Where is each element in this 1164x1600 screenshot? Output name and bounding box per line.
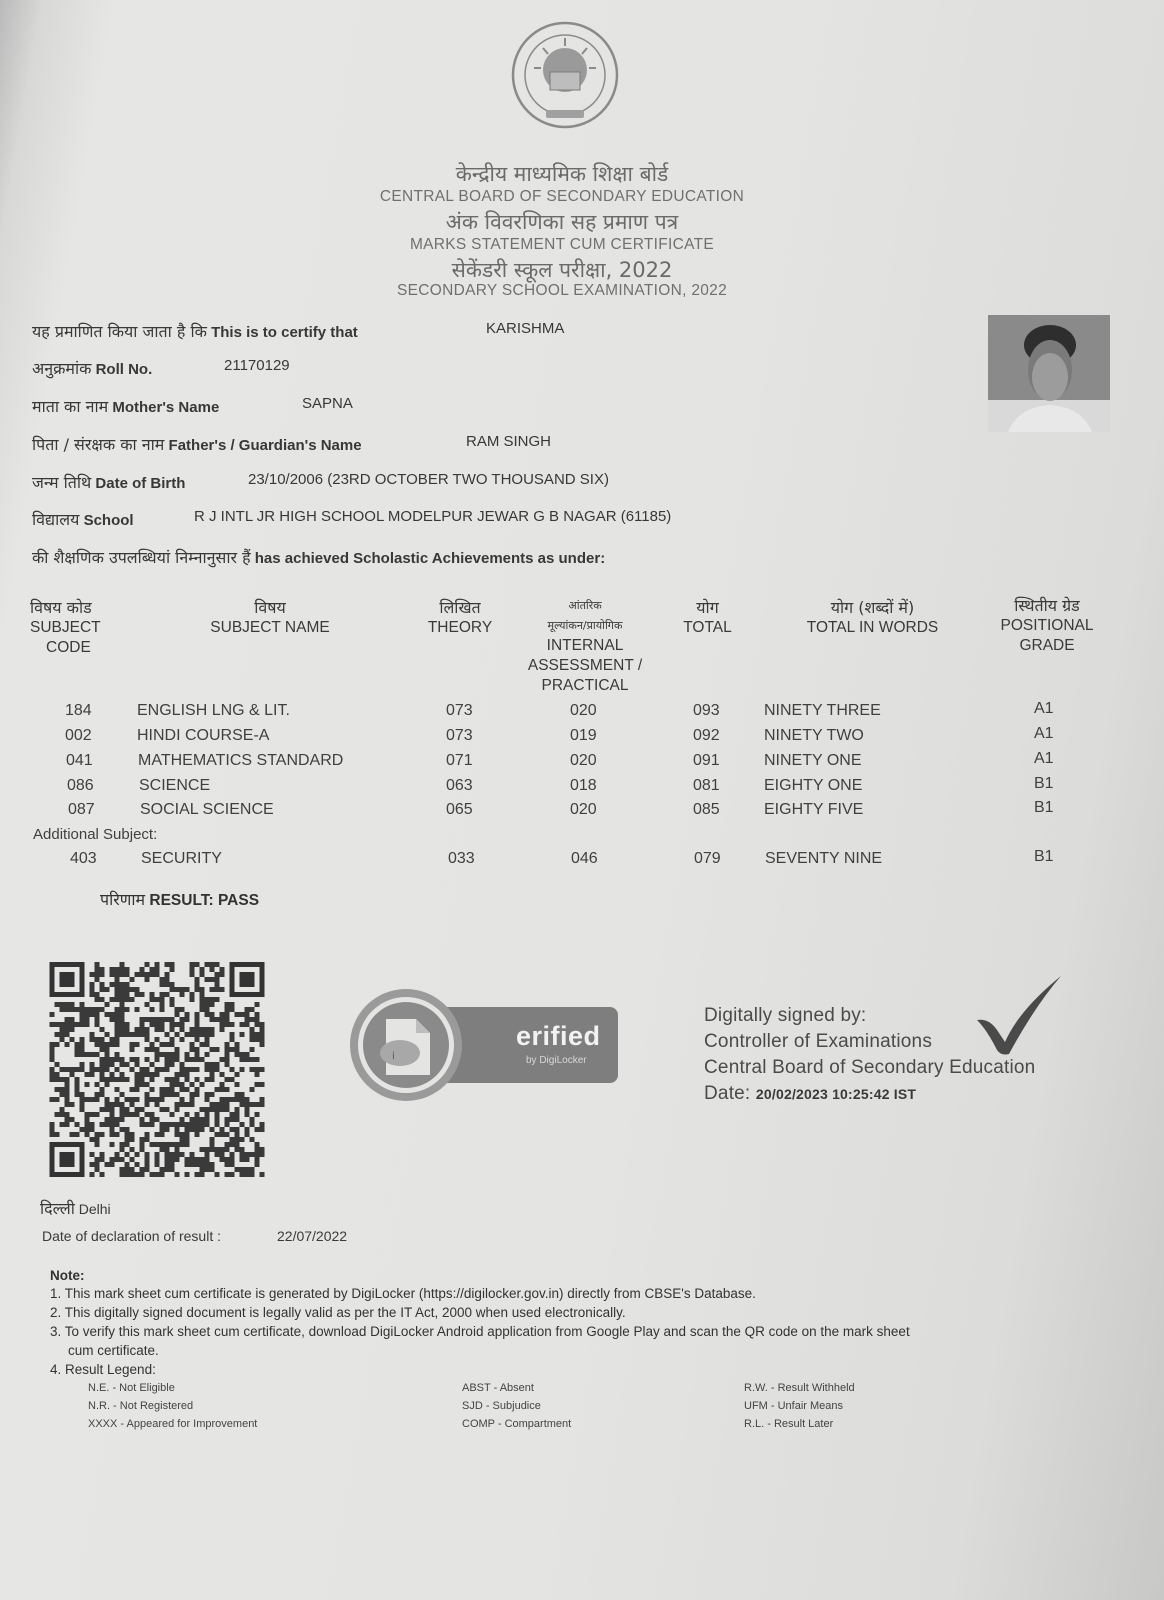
roll-label: Roll No. <box>95 361 153 378</box>
header-total-words <box>785 598 960 638</box>
document-title-hindi: अंक विवरणिका सह प्रमाण पत्र <box>445 210 679 234</box>
row-internal: 046 <box>571 850 598 867</box>
note-item: cum certificate. <box>68 1343 159 1358</box>
row-total-words: NINETY THREE <box>764 702 881 719</box>
signature-date-label: Date: <box>704 1083 751 1104</box>
row-theory: 063 <box>446 777 473 794</box>
header-subject-code <box>30 598 122 658</box>
header-theory-hindi: लिखित <box>439 598 481 617</box>
header-positional-grade <box>982 596 1112 656</box>
row-total: 093 <box>693 702 720 719</box>
row-internal: 020 <box>570 702 597 719</box>
exam-title-english: SECONDARY SCHOOL EXAMINATION, 2022 <box>396 282 728 299</box>
header-grade-line2: GRADE <box>1019 637 1075 654</box>
row-theory: 073 <box>446 702 473 719</box>
document-title-english: MARKS STATEMENT CUM CERTIFICATE <box>409 236 715 253</box>
board-name-hindi: केन्द्रीय माध्यमिक शिक्षा बोर्ड <box>455 162 669 186</box>
legend-item: UFM - Unfair Means <box>744 1400 844 1412</box>
row-total: 081 <box>693 777 720 794</box>
signer-title: Controller of Examinations <box>704 1031 933 1052</box>
row-subject-name: SECURITY <box>141 850 222 867</box>
declaration-label: Date of declaration of result : <box>42 1228 221 1244</box>
svg-text:i: i <box>392 1051 395 1062</box>
dob-row <box>32 471 609 493</box>
verified-subtext: by DigiLocker <box>526 1055 587 1066</box>
roll-number: 21170129 <box>224 357 290 374</box>
signed-by-line: Digitally signed by: <box>704 1005 867 1026</box>
header-name-hindi: विषय <box>254 598 286 617</box>
row-code: 087 <box>68 801 95 818</box>
header-theory-english: THEORY <box>427 619 493 636</box>
father-row <box>32 433 552 455</box>
row-total: 092 <box>693 727 720 744</box>
signature-date-row <box>704 1083 916 1105</box>
row-subject-name: SOCIAL SCIENCE <box>140 801 274 818</box>
signature-valid-check-icon <box>975 972 1065 1057</box>
row-total-words: NINETY TWO <box>764 727 864 744</box>
row-subject-name: MATHEMATICS STANDARD <box>138 752 344 769</box>
certify-label-hindi: यह प्रमाणित किया जाता है कि <box>32 322 207 341</box>
result-line <box>100 888 259 910</box>
candidate-photo-image <box>988 315 1110 432</box>
board-name-english: CENTRAL BOARD OF SECONDARY EDUCATION <box>379 188 745 205</box>
legend-item: N.E. - Not Eligible <box>88 1382 175 1394</box>
legend-item: N.R. - Not Registered <box>88 1400 194 1412</box>
school-label: School <box>83 512 134 529</box>
row-total: 079 <box>694 850 721 867</box>
legend-item: XXXX - Appeared for Improvement <box>88 1418 258 1430</box>
header-total-english: TOTAL <box>683 619 732 636</box>
roll-row <box>32 357 290 379</box>
row-grade: B1 <box>1034 848 1054 865</box>
row-total-words: EIGHTY FIVE <box>764 801 864 818</box>
header-internal-assessment <box>510 596 660 696</box>
note-item: 4. Result Legend: <box>50 1362 156 1377</box>
note-item: 2. This digitally signed document is legally valid as per the IT Act, 2000 when used electronically. <box>50 1305 626 1320</box>
row-code: 086 <box>67 777 94 794</box>
mother-name: SAPNA <box>302 395 353 412</box>
row-grade: B1 <box>1034 799 1054 816</box>
header-ia-line3: PRACTICAL <box>541 677 629 694</box>
row-grade: A1 <box>1034 750 1054 767</box>
mother-label: Mother's Name <box>112 399 220 416</box>
note-title: Note: <box>50 1268 85 1283</box>
header-code-line1: SUBJECT <box>30 619 101 636</box>
row-grade: B1 <box>1034 775 1054 792</box>
row-internal: 018 <box>570 777 597 794</box>
header-words-hindi: योग (शब्दों में) <box>830 598 915 617</box>
father-label: Father's / Guardian's Name <box>168 437 362 454</box>
row-theory: 033 <box>448 850 475 867</box>
row-internal: 020 <box>570 801 597 818</box>
candidate-photo <box>988 315 1110 432</box>
dob-label: Date of Birth <box>95 475 186 492</box>
declaration-date: 22/07/2022 <box>277 1228 348 1244</box>
school-name: R J INTL JR HIGH SCHOOL MODELPUR JEWAR G B NAGAR (61185) <box>194 508 672 525</box>
header-grade-line1: POSITIONAL <box>1000 617 1094 634</box>
achieved-label-hindi: की शैक्षणिक उपलब्धियां निम्नानुसार हैं <box>32 548 251 567</box>
legend-item: R.W. - Result Withheld <box>744 1382 855 1394</box>
header-ia-line2: ASSESSMENT / <box>527 657 643 674</box>
legend-item: R.L. - Result Later <box>744 1418 834 1430</box>
certify-row <box>32 320 565 342</box>
header-name-english: SUBJECT NAME <box>210 619 330 636</box>
exam-title-hindi: सेकेंडरी स्कूल परीक्षा, 2022 <box>451 258 673 282</box>
header-code-line2: CODE <box>46 639 91 656</box>
verified-text: erified <box>516 1021 601 1051</box>
header-total <box>670 598 745 638</box>
row-theory: 065 <box>446 801 473 818</box>
header-total-hindi: योग <box>696 598 719 617</box>
row-total-words: EIGHTY ONE <box>764 777 863 794</box>
additional-subject-label: Additional Subject: <box>33 826 158 843</box>
row-subject-name: ENGLISH LNG & LIT. <box>137 702 290 719</box>
candidate-name: KARISHMA <box>486 320 565 337</box>
place-row <box>40 1197 111 1219</box>
father-name: RAM SINGH <box>466 433 552 450</box>
header-ia-hindi-2: मूल्यांकन/प्रायोगिक <box>547 619 623 632</box>
place-english: Delhi <box>78 1201 111 1217</box>
header-grade-hindi: स्थितीय ग्रेड <box>1014 596 1080 615</box>
row-subject-name: SCIENCE <box>139 777 211 794</box>
row-total-words: NINETY ONE <box>764 752 862 769</box>
legend-item: COMP - Compartment <box>462 1418 572 1430</box>
header-ia-line1: INTERNAL <box>546 637 624 654</box>
row-total: 085 <box>693 801 720 818</box>
roll-label-hindi: अनुक्रमांक <box>32 359 92 378</box>
note-item: 3. To verify this mark sheet cum certificate, download DigiLocker Android application from Google Play and scan the QR code on the mark sheet <box>50 1324 910 1339</box>
row-code: 403 <box>70 850 97 867</box>
row-theory: 073 <box>446 727 473 744</box>
result-value: RESULT: PASS <box>149 892 260 909</box>
row-subject-name: HINDI COURSE-A <box>137 727 270 744</box>
signature-date-value: 20/02/2023 10:25:42 IST <box>755 1086 917 1102</box>
row-grade: A1 <box>1034 700 1054 717</box>
achieved-label: has achieved Scholastic Achievements as under: <box>254 550 606 567</box>
mother-row <box>32 395 353 417</box>
row-internal: 019 <box>570 727 597 744</box>
row-total-words: SEVENTY NINE <box>765 850 883 867</box>
row-code: 184 <box>65 702 92 719</box>
signer-organization: Central Board of Secondary Education <box>704 1057 1036 1078</box>
header-subject-name <box>185 598 355 638</box>
date-of-birth: 23/10/2006 (23RD OCTOBER TWO THOUSAND SIX) <box>248 471 609 488</box>
header-theory <box>415 598 505 638</box>
row-internal: 020 <box>570 752 597 769</box>
place-hindi: दिल्ली <box>40 1199 75 1218</box>
verification-qr-code[interactable] <box>48 962 266 1177</box>
father-label-hindi: पिता / संरक्षक का नाम <box>32 435 165 454</box>
header-code-hindi: विषय कोड <box>30 598 92 617</box>
legend-item: SJD - Subjudice <box>462 1400 541 1412</box>
legend-item: ABST - Absent <box>462 1382 534 1394</box>
header-words-english: TOTAL IN WORDS <box>806 619 939 636</box>
cbse-logo <box>510 20 620 130</box>
row-total: 091 <box>693 752 720 769</box>
digilocker-verified-badge <box>348 987 628 1104</box>
dob-label-hindi: जन्म तिथि <box>32 473 92 492</box>
school-row <box>32 508 672 530</box>
row-theory: 071 <box>446 752 473 769</box>
row-code: 002 <box>65 727 92 744</box>
achievement-row <box>32 546 605 568</box>
row-code: 041 <box>66 752 93 769</box>
certify-label: This is to certify that <box>211 324 358 341</box>
header-ia-hindi-1: आंतरिक <box>568 599 602 612</box>
note-item: 1. This mark sheet cum certificate is generated by DigiLocker (https://digilocker.gov.in) directly from CBSE's Database. <box>50 1286 756 1301</box>
mother-label-hindi: माता का नाम <box>32 397 109 416</box>
school-label-hindi: विद्यालय <box>32 510 80 529</box>
result-label-hindi: परिणाम <box>100 890 146 909</box>
row-grade: A1 <box>1034 725 1054 742</box>
